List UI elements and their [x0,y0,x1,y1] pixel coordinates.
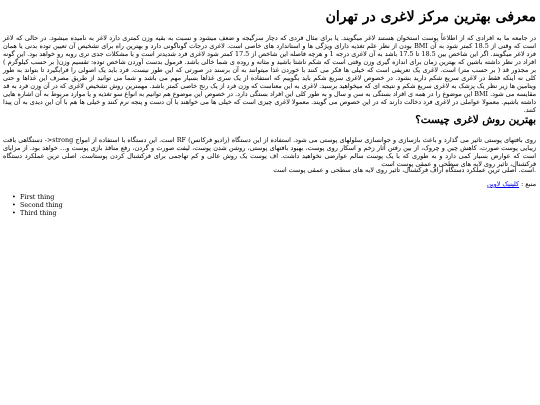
intro-paragraph: در جامعه ما به افرادی که از اطلاعاً پوست استخوان هستند لاغر میگویند. یا برای مثال فردی که دچار سرگیجه و ضعف میشود و نسبت به بقیه وزن کمتری دارد لاغر به نامیده میشود. در حالی که لاغر است که وقتی از 18.5 کمتر شود به آن BMI بودن از نظر علم تغذیه دارای ویژگی ها و استاندارد های خاصی است. لاغری درجات گوناگونی دارد و بهترین راه برای تشخیص آن تعیین توده بدنی یا همان فرد لاغر میگویند. اگر این شاخص بین 18.5 تا 17.5 باشد به آن لاغری درجه 1 و هرچه فاصله این شاخص از 17.5 کمتر شود لاغری فرد شدیدتر است و با مشکلات جدی تری روبه رو خواهد بود. این گونه افراد در نظر داشته باشین که بهترین زمان برای اندازه گیری وزن وقتی است که شکم ناشتا باشید و مثانه و روده ی شما خالی باشد. فرمول بدست آوردن شاخص توده: تقسیم وزن( بر حسب کیلوگرم ) بر مجذور قد ( بر حسب متر) است. لاغری یک تعریفی است که خیلی ها فکر می کنند با خوردن غذا میتوانند به آن برسند در صورتی که این طور نیست. فرد باید یک اصولی را فرابگیرد تا بتواند به طور کلی نه اینکه فقط در لاغری سریع شکم دارید بشود. در خصوص لاغری سریع شکم باید بگوییم که استفاده از یک سری غذاها بسیار مهم می باشد و شما می توانید از طریق مصرف این غذاها و حتی ویتامین ها زیر نظر یک پزشک به لاغری سریع شکم و نتیجه ای که میخواهید برسید. لاغری به این معناست که وزن فرد از یک رنج خاصی کمتر باشد. مهمترین روش تشخیص لاغری که در آن وزن فرد به قد مقایسه می شود. BMI این موضوع را در همه ی افراد بستگی به سن و سال و به طور کلی این افراد بستگی دارد. در خصوص این موضوع هم توانیم به انواع سو تغذیه و یا موارد مربوط به آن اشاره هایی داشته باشیم. معمولا عواملی در لاغری فرد دخالت دارند که در این خصوص می گویند. معمولا لاغری چیزی است که خیلی ها می خواهند با آن دست و پنجه نرم کنند و خیلی ها هم با آن این دیدی به آن پیدا کنند. [3,34,536,114]
page-title: معرفی بهترین مرکز لاغری در تهران [325,9,536,25]
list-item: • Third thing [0,209,63,217]
closing-line: .است. اصلی ترین عملکرد دستگاه آراف فرکشنال، تاثیر روی لایه های سطحی و عمقی پوست است [273,166,536,174]
list-item: • First thing [0,193,63,201]
source-line [0,180,540,188]
list-item: • Second thing [0,201,63,209]
section-heading: بهترین روش لاغری چیست؟ [415,114,536,126]
section-paragraph: روی بافتهای پوستی تاثیر می گذارد و باعث بازسازی و جوانسازی سلولهای پوستی می شود. استفاده از این دستگاه (رادیو فرکانس) RF است. این دستگاه با استفاده از امواج strong<- دستگاهی بافت زیبایی پوست صورت، کاهش چین و چروک، از بین رفتن آثار زخم و اسکار روی پوست، بهبود بافتهای پوستی، روشن شدن پوست، لیفت صورت و گردن، رفع منافذ بازی پوست و... خواهد بود. از مزایای است که عوارض بسیار کمی دارد و به طوری که با یک پوست سالم عوارضی نخواهید داشت. اف پوست یک روش عالی و کم تهاجمی برای فرکشنال کردن پوستاست. اصلی ترین عملکرد دستگاه فرکشنال، تاثیر روی لایه های سطحی و عمقی پوست است [3,136,536,168]
bullet-list [0,193,63,217]
source-label: منبع : [519,180,536,188]
source-link[interactable]: کلینیک لاوین [487,180,520,188]
